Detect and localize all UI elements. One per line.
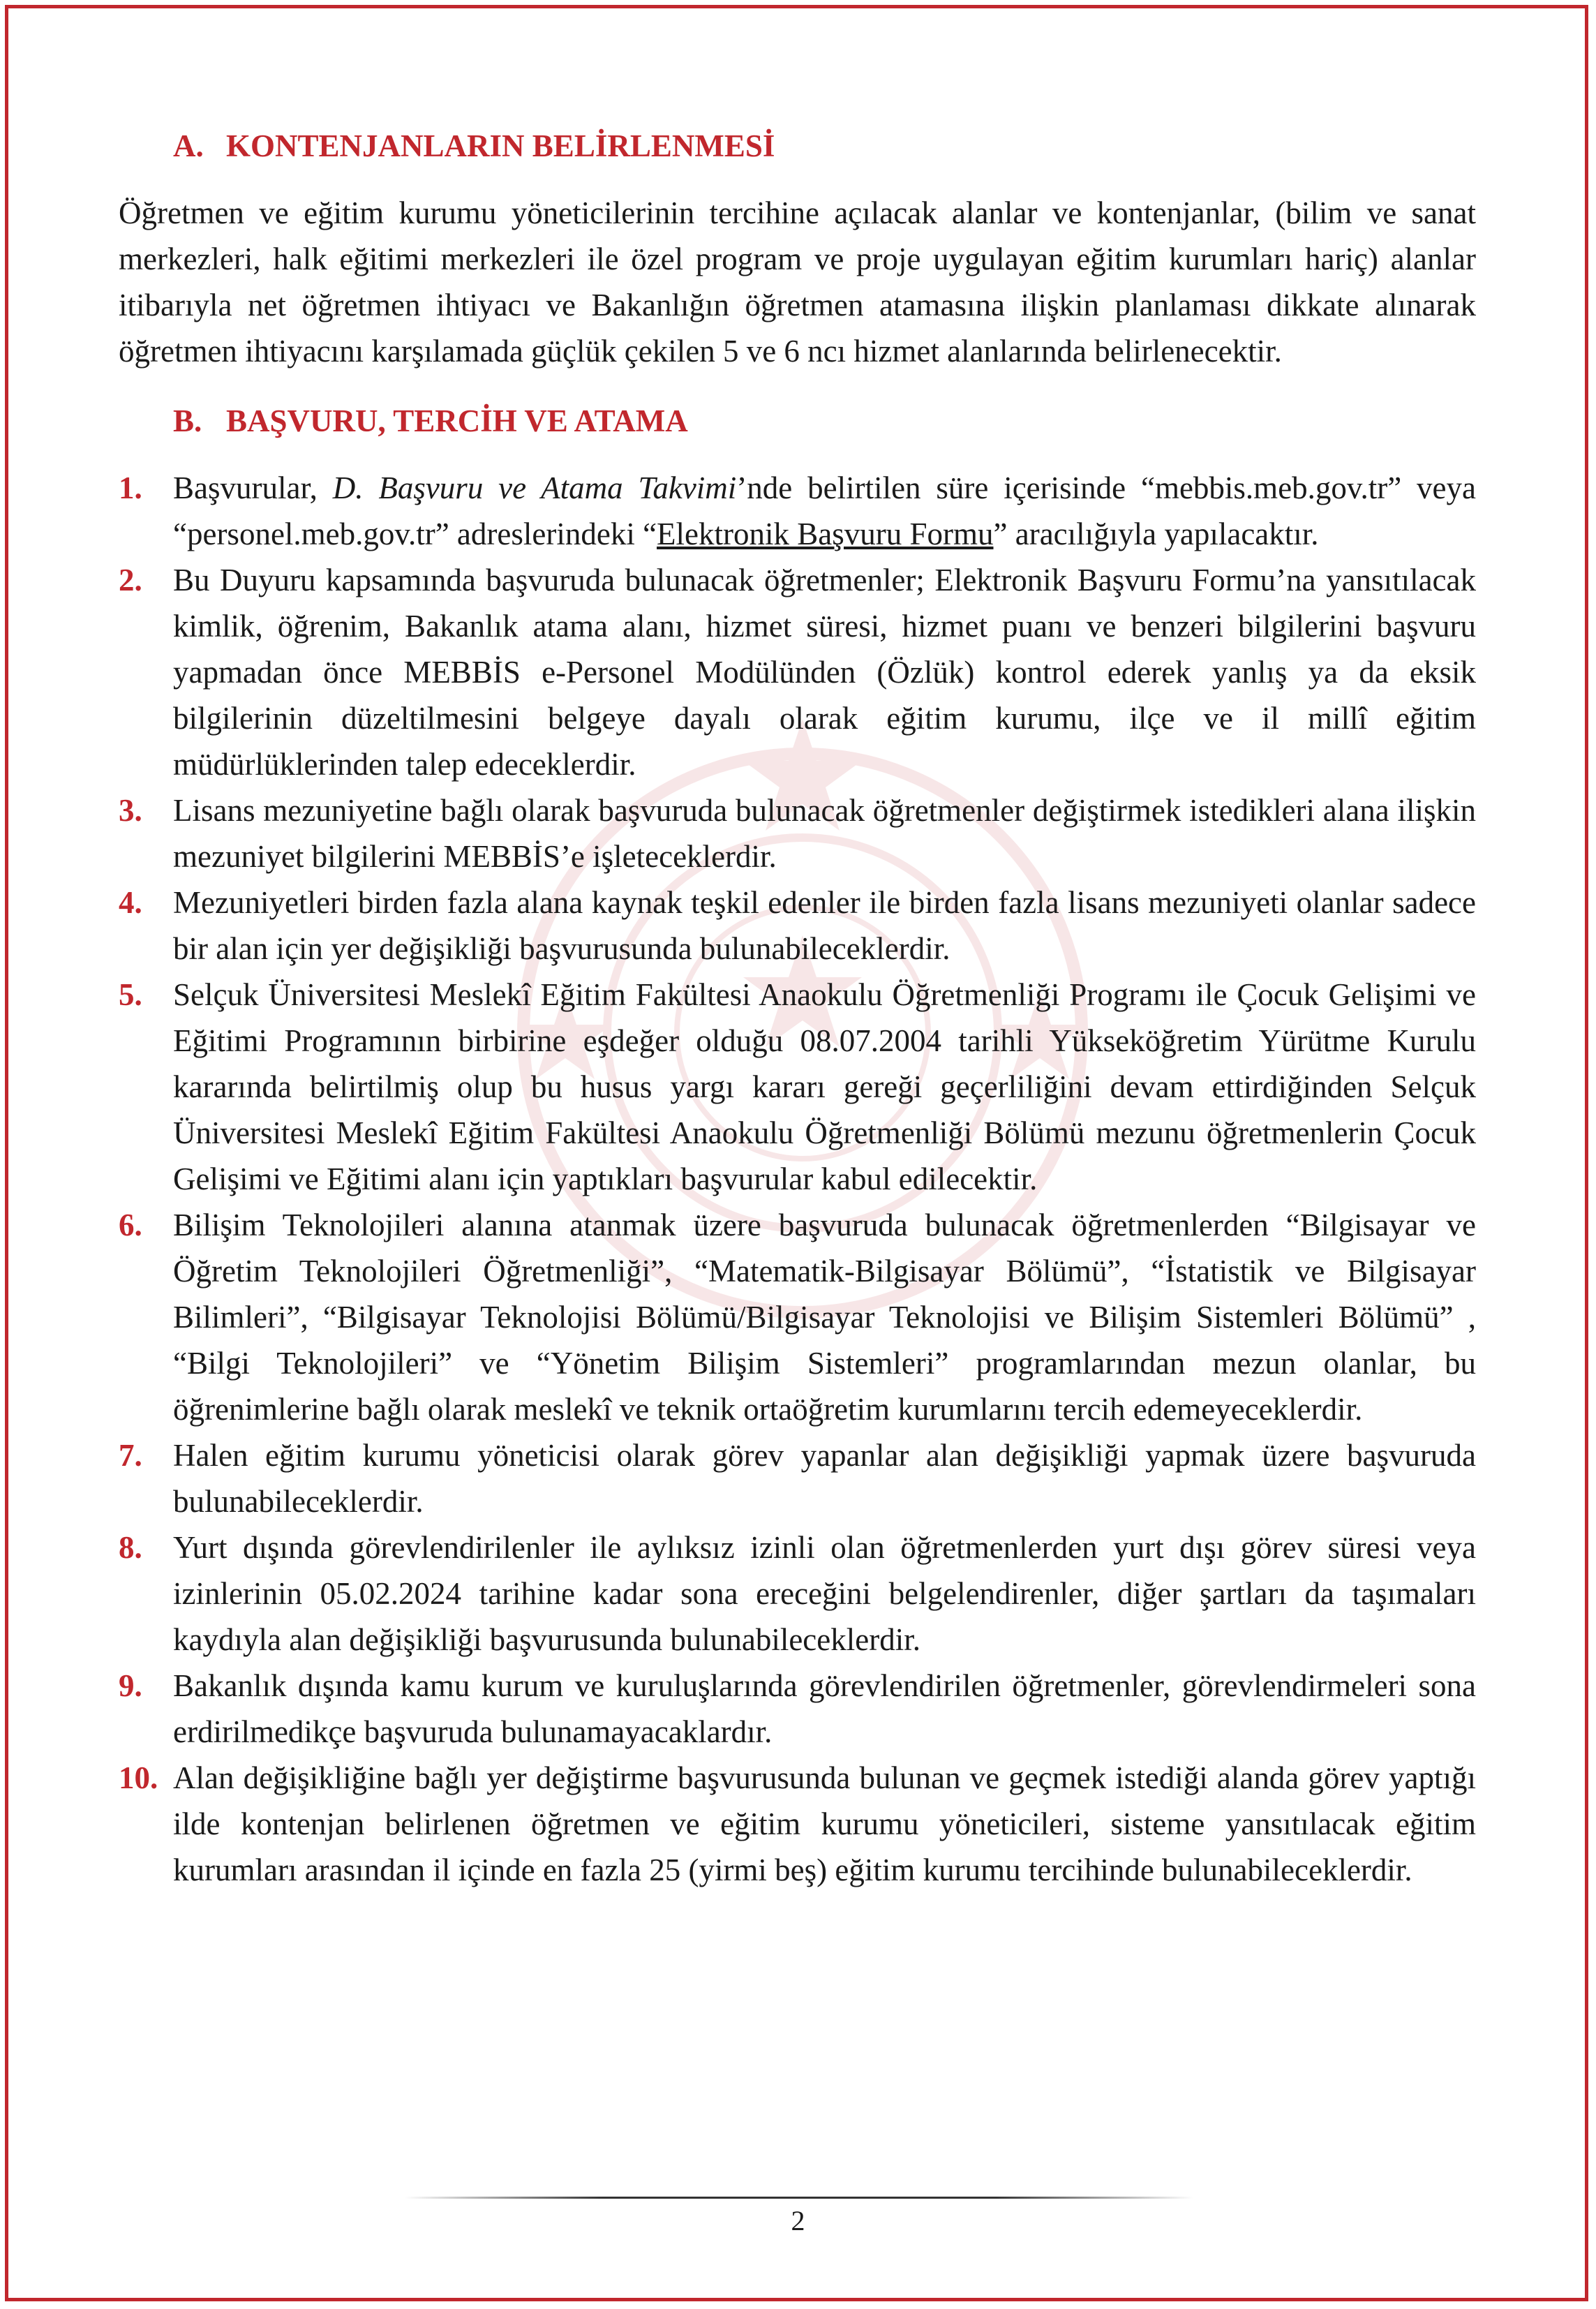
- list-item-1: [119, 465, 1476, 557]
- list-item-6: [119, 1202, 1476, 1432]
- list-text: Bilişim Teknolojileri alanına atanmak üzere başvuruda bulunacak öğretmenlerden “Bilgisayar ve Öğretim Teknolojileri Öğretmenliği”, “Matematik-Bilgisayar Bölümü”, “İstatistik ve Bilgisayar Bilimleri”, “Bilgisayar Teknolojisi Bölümü/Bilgisayar Teknolojisi ve Bilişim Sistemleri Bölümü” , “Bilgi Teknolojileri” ve “Yönetim Bilişim Sistemleri” programlarından mezun olanlar, bu öğrenimlerine bağlı olarak meslekî ve teknik ortaöğretim kurumlarını tercih edemeyeceklerdir.: [173, 1208, 1476, 1427]
- calendar-reference: D. Başvuru ve Atama Takvimi: [332, 470, 737, 505]
- list-item-10: [119, 1755, 1476, 1893]
- document-body: [119, 105, 1476, 1893]
- section-a-letter: A.: [173, 128, 204, 163]
- list-text: Halen eğitim kurumu yöneticisi olarak görev yapanlar alan değişikliği yapmak üzere başvuruda bulunabileceklerdir.: [173, 1438, 1476, 1519]
- section-b-list: [119, 465, 1476, 1893]
- list-number: 3.: [119, 793, 142, 828]
- list-text-part: Başvurular,: [173, 470, 333, 505]
- list-text: Mezuniyetleri birden fazla alana kaynak teşkil edenler ile birden fazla lisans mezuniyeti olanlar sadece bir alan için yer değişikliği başvurusunda bulunabileceklerdir.: [173, 885, 1476, 966]
- section-a-title: KONTENJANLARIN BELİRLENMESİ: [226, 128, 775, 163]
- list-text: Selçuk Üniversitesi Meslekî Eğitim Fakültesi Anaokulu Öğretmenliği Programı ile Çocuk Gelişimi ve Eğitimi Programının birbirine eşdeğer olduğu 08.07.2004 tarihli Yükseköğretim Yürütme Kurulu kararında belirtilmiş olup bu husus yargı kararı gereği geçerliliğini devam ettirdiğinden Selçuk Üniversitesi Meslekî Eğitim Fakültesi Anaokulu Öğretmenliği Bölümü mezunu öğretmenlerin Çocuk Gelişimi ve Eğitimi alanı için yaptıkları başvurular kabul edilecektir.: [173, 977, 1476, 1196]
- list-text: Yurt dışında görevlendirilenler ile aylıksız izinli olan öğretmenlerden yurt dışı görev süresi veya izinlerinin 05.02.2024 tarihine kadar sona ereceğini belgelendirenler, diğer şartları da taşımaları kaydıyla alan değişikliği başvurusunda bulunabileceklerdir.: [173, 1530, 1476, 1657]
- section-b-letter: B.: [173, 403, 202, 438]
- list-number: 10.: [119, 1760, 158, 1795]
- list-number: 5.: [119, 977, 142, 1012]
- list-text: Alan değişikliğine bağlı yer değiştirme başvurusunda bulunan ve geçmek istediği alanda görev yaptığı ilde kontenjan belirlenen öğretmen ve eğitim kurumu yöneticileri, sisteme yansıtılacak eğitim kurumları arasından il içinde en fazla 25 (yirmi beş) eğitim kurumu tercihinde bulunabileceklerdir.: [173, 1760, 1476, 1887]
- list-number: 1.: [119, 470, 142, 505]
- list-number: 8.: [119, 1530, 142, 1565]
- list-item-8: [119, 1524, 1476, 1663]
- list-text: Bakanlık dışında kamu kurum ve kuruluşlarında görevlendirilen öğretmenler, görevlendirmeleri sona erdirilmedikçe başvuruda bulunamayacaklardır.: [173, 1668, 1476, 1749]
- list-number: 4.: [119, 885, 142, 920]
- footer-divider: [405, 2197, 1193, 2199]
- list-number: 2.: [119, 563, 142, 597]
- list-text: Lisans mezuniyetine bağlı olarak başvuruda bulunacak öğretmenler değiştirmek istedikleri alana ilişkin mezuniyet bilgilerini MEBBİS’e işleteceklerdir.: [173, 793, 1476, 874]
- page-number: 2: [791, 2205, 805, 2236]
- section-b-title: BAŞVURU, TERCİH VE ATAMA: [226, 403, 688, 438]
- list-item-7: [119, 1432, 1476, 1524]
- electronic-form-reference: Elektronik Başvuru Formu: [657, 517, 994, 551]
- list-item-9: [119, 1663, 1476, 1755]
- list-text: Bu Duyuru kapsamında başvuruda bulunacak öğretmenler; Elektronik Başvuru Formu’na yansıtılacak kimlik, öğrenim, Bakanlık atama alanı, hizmet süresi, hizmet puanı ve benzeri bilgilerini başvuru yapmadan önce MEBBİS e-Personel Modülünden (Özlük) kontrol ederek yanlış ya da eksik bilgilerinin düzeltilmesini belgeye dayalı olarak eğitim kurumu, ilçe ve il millî eğitim müdürlüklerinden talep edeceklerdir.: [173, 563, 1476, 782]
- section-a-paragraph: Öğretmen ve eğitim kurumu yöneticilerinin tercihine açılacak alanlar ve kontenjanlar, (bilim ve sanat merkezleri, halk eğitimi merkezleri ile özel program ve proje uygulayan eğitim kurumları hariç) alanlar itibarıyla net öğretmen ihtiyacı ve Bakanlığın öğretmen atamasına ilişkin planlaması dikkate alınarak öğretmen ihtiyacını karşılamada güçlük çekilen 5 ve 6 ncı hizmet alanlarında belirlenecektir.: [119, 195, 1476, 369]
- list-item-3: [119, 787, 1476, 879]
- list-number: 7.: [119, 1438, 142, 1473]
- list-item-2: [119, 557, 1476, 787]
- list-text-part: ’nde belirtilen süre içerisinde “mebbis.meb.gov.tr” veya “personel.meb.gov.tr” adreslerindeki “: [173, 470, 1476, 551]
- section-a-heading: [173, 123, 1476, 169]
- list-text-part: ” aracılığıyla yapılacaktır.: [993, 517, 1319, 551]
- section-b-heading: [173, 398, 1476, 444]
- list-number: 6.: [119, 1208, 142, 1242]
- list-item-5: [119, 972, 1476, 1202]
- list-item-4: [119, 879, 1476, 972]
- list-number: 9.: [119, 1668, 142, 1703]
